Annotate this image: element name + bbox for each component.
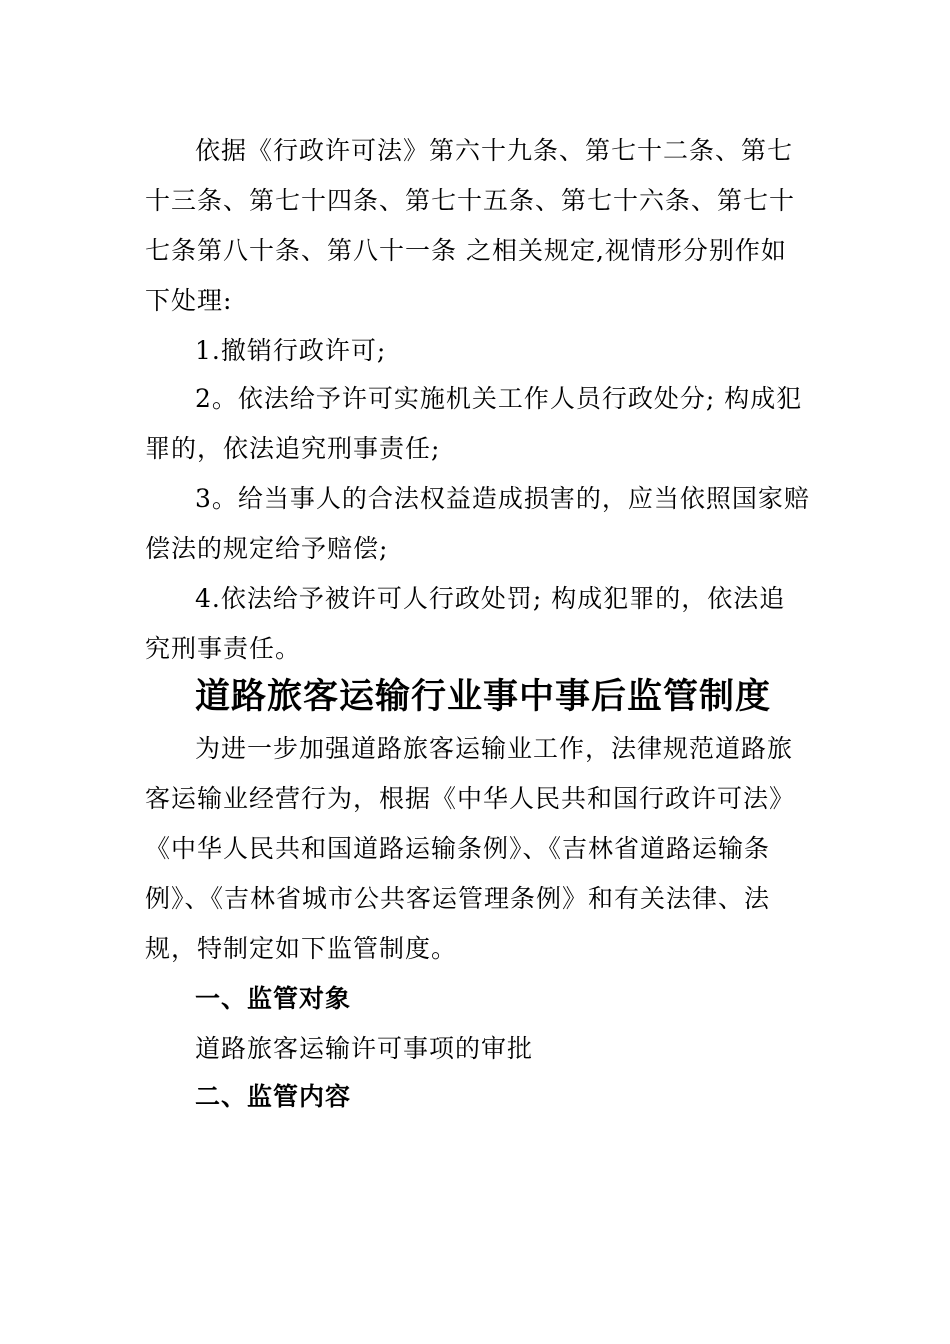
paragraph-line: 依据《行政许可法》第六十九条、第七十二条、第七: [195, 136, 794, 165]
paragraph-line: 十三条、第七十四条、第七十五条、第七十六条、第七十: [145, 186, 796, 215]
paragraph-line: 下处理:: [145, 286, 233, 315]
paragraph-line: 七条第八十条、第八十一条 之相关规定,视情形分别作如: [145, 236, 787, 265]
list-item-continuation: 究刑事责任。: [145, 634, 302, 663]
section-heading: 二、监管内容: [195, 1082, 352, 1111]
paragraph-line: 规，特制定如下监管制度。: [145, 934, 458, 963]
section-title: 道路旅客运输行业事中事后监管制度: [195, 677, 772, 717]
list-item-continuation: 罪的，依法追究刑事责任;: [145, 434, 441, 463]
paragraph-line: 《中华人民共和国道路运输条例》、《吉林省道路运输条: [145, 834, 771, 863]
list-item: 3。给当事人的合法权益造成损害的，应当依照国家赔: [195, 484, 810, 513]
paragraph-line: 例》、《吉林省城市公共客运管理条例》和有关法律、法: [145, 884, 771, 913]
section-heading: 一、监管对象: [195, 984, 352, 1013]
paragraph-line: 道路旅客运输许可事项的审批: [195, 1034, 534, 1063]
list-item: 1.撤销行政许可;: [195, 336, 387, 365]
list-item-continuation: 偿法的规定给予赔偿;: [145, 534, 389, 563]
list-item: 4.依法给予被许可人行政处罚; 构成犯罪的，依法追: [195, 584, 786, 613]
paragraph-line: 客运输业经营行为，根据《中华人民共和国行政许可法》: [145, 784, 796, 813]
list-item: 2。依法给予许可实施机关工作人员行政处分; 构成犯: [195, 384, 803, 413]
paragraph-line: 为进一步加强道路旅客运输业工作，法律规范道路旅: [195, 734, 794, 763]
